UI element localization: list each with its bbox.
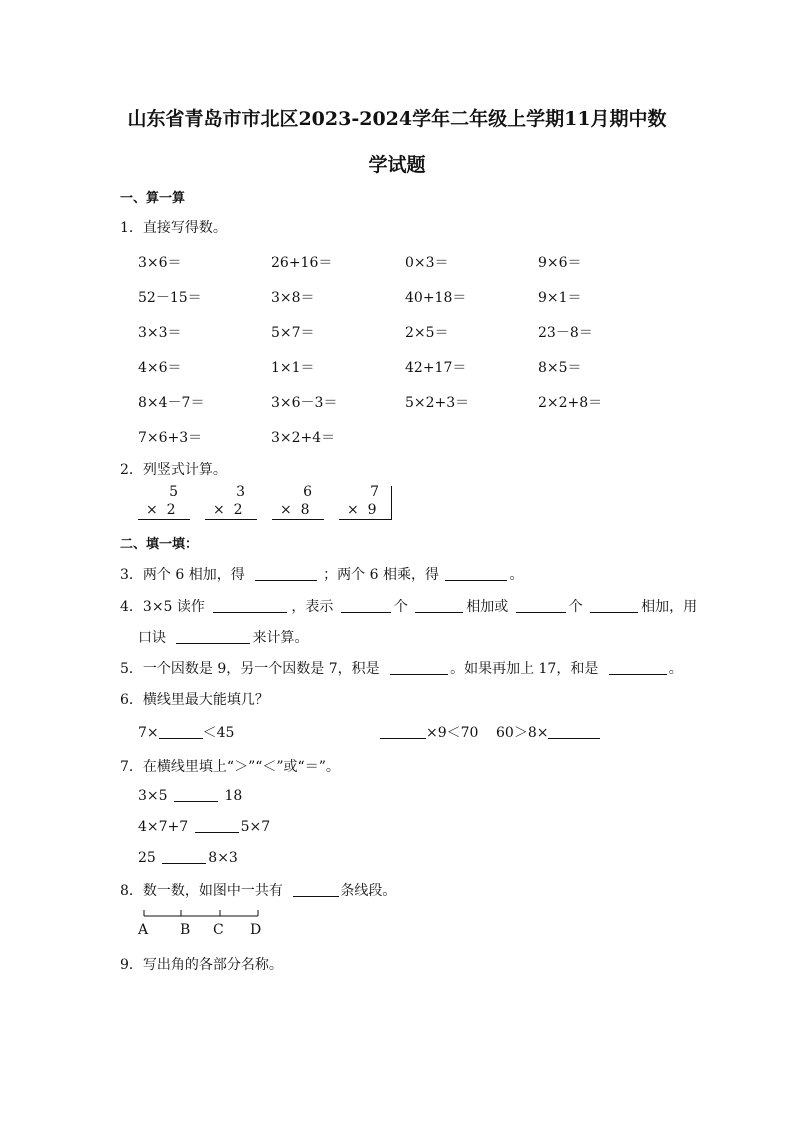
- question-3-text-b: ；两个 6 相乘，得: [323, 567, 439, 583]
- page-title-line1: 山东省青岛市市北区2023-2024学年二年级上学期11月期中数: [127, 108, 667, 130]
- question-4-text-d: 相加或: [466, 599, 509, 615]
- calc-item: 3×3＝: [138, 325, 182, 341]
- answer-blank[interactable]: [255, 566, 317, 581]
- calc-item: 7×6+3＝: [138, 430, 203, 446]
- question-5: [120, 658, 683, 678]
- expr-text: ＜45: [202, 725, 235, 741]
- question-4-line1: [120, 596, 697, 616]
- compare-right: 8×3: [208, 850, 238, 866]
- result-line: [339, 519, 391, 520]
- point-label-a: A: [138, 922, 149, 938]
- calc-item: 3×6＝: [138, 255, 182, 271]
- multiplicand: 3: [236, 484, 245, 500]
- answer-blank[interactable]: [293, 882, 339, 897]
- point-label-c: C: [213, 922, 224, 938]
- calc-item: 2×5＝: [405, 325, 449, 341]
- vertical-multiplication: [272, 484, 324, 524]
- question-8-text-b: 条线段。: [340, 883, 397, 899]
- calc-item: 0×3＝: [405, 255, 449, 271]
- answer-blank[interactable]: [590, 598, 638, 613]
- multiplier-row: × 8: [280, 502, 310, 518]
- calc-item: 23－8＝: [538, 325, 593, 341]
- question-5-text-c: 。: [668, 661, 683, 677]
- page-title-line2: 学试题: [368, 154, 426, 176]
- vertical-multiplication: [339, 484, 391, 524]
- section-heading-fill: 二、填一填：: [120, 537, 199, 552]
- multiplicand: 7: [370, 484, 379, 500]
- answer-blank[interactable]: [176, 629, 250, 644]
- calc-item: 9×1＝: [538, 290, 582, 306]
- answer-blank[interactable]: [341, 598, 391, 613]
- question-8: [120, 880, 396, 900]
- calc-item: 8×5＝: [538, 360, 582, 376]
- question-4-text-a: 4．3×5 读作: [120, 599, 205, 615]
- calc-item: 42+17＝: [405, 360, 467, 376]
- answer-blank[interactable]: [390, 660, 448, 675]
- question-7-compare-1: [138, 787, 242, 804]
- answer-blank[interactable]: [415, 598, 463, 613]
- question-7-compare-2: [138, 818, 270, 835]
- question-4-text-b: ，表示: [291, 599, 334, 615]
- result-line: [138, 519, 190, 520]
- answer-blank[interactable]: [162, 849, 206, 864]
- compare-left: 3×5: [138, 788, 168, 804]
- question-4-text-h: 来计算。: [252, 630, 309, 646]
- calc-item: 3×8＝: [271, 290, 315, 306]
- expr-text: 7×: [138, 725, 159, 741]
- answer-blank[interactable]: [548, 724, 600, 739]
- question-2-prompt: 2．列竖式计算。: [120, 462, 227, 478]
- calc-item: 3×6－3＝: [271, 395, 338, 411]
- calc-item: 26+16＝: [271, 255, 333, 271]
- vertical-multiplication: [138, 484, 190, 524]
- vertical-multiplication: [205, 484, 257, 524]
- question-7-compare-3: [138, 849, 238, 866]
- question-3-text-c: 。: [509, 567, 524, 583]
- multiplier-row: × 2: [213, 502, 243, 518]
- multiplier-row: × 9: [347, 502, 377, 518]
- result-line: [272, 519, 324, 520]
- divider: [391, 486, 392, 520]
- compare-right: 18: [224, 788, 243, 804]
- calc-item: 3×2+4＝: [271, 430, 336, 446]
- question-1-prompt: 1．直接写得数。: [120, 220, 227, 236]
- answer-blank[interactable]: [213, 598, 287, 613]
- section-heading-calc: 一、算一算: [120, 191, 186, 206]
- question-6-expr-1: [138, 722, 234, 742]
- calc-item: 40+18＝: [405, 290, 467, 306]
- answer-blank[interactable]: [445, 566, 507, 581]
- compare-left: 4×7+7: [138, 819, 189, 835]
- question-4-text-c: 个: [393, 599, 408, 615]
- question-8-text-a: 8．数一数，如图中一共有: [120, 883, 283, 899]
- point-label-d: D: [250, 922, 262, 938]
- question-7-prompt: 7．在横线里填上“＞”“＜”或“＝”。: [120, 759, 340, 775]
- question-9-prompt: 9．写出角的各部分名称。: [120, 957, 283, 973]
- calc-item: 4×6＝: [138, 360, 182, 376]
- answer-blank[interactable]: [516, 598, 566, 613]
- answer-blank[interactable]: [174, 787, 218, 802]
- calc-item: 2×2+8＝: [538, 395, 603, 411]
- question-5-text-b: 。如果再加上 17，和是: [450, 661, 599, 677]
- compare-left: 25: [138, 850, 156, 866]
- calc-item: 9×6＝: [538, 255, 582, 271]
- question-6-expr-3: [496, 722, 600, 742]
- multiplicand: 5: [169, 484, 178, 500]
- question-6-prompt: 6．横线里最大能填几？: [120, 692, 269, 708]
- expr-text: ×9＜70: [426, 725, 479, 741]
- calc-item: 8×4－7＝: [138, 395, 205, 411]
- line-segment-diagram: [138, 906, 268, 920]
- question-4-text-f: 相加，用: [641, 599, 698, 615]
- multiplicand: 6: [303, 484, 312, 500]
- result-line: [205, 519, 257, 520]
- question-6-expr-2: [380, 722, 478, 742]
- calc-item: 52－15＝: [138, 290, 202, 306]
- question-3-text-a: 3．两个 6 相加，得: [120, 567, 245, 583]
- answer-blank[interactable]: [380, 724, 426, 739]
- expr-text: 60＞8×: [496, 725, 549, 741]
- calc-item: 1×1＝: [271, 360, 315, 376]
- multiplier-row: × 2: [146, 502, 176, 518]
- question-4-line2: [138, 627, 308, 647]
- question-4-text-g: 口诀: [138, 630, 166, 646]
- point-label-b: B: [180, 922, 191, 938]
- question-3: [120, 564, 523, 584]
- question-4-text-e: 个: [568, 599, 583, 615]
- calc-item: 5×2+3＝: [405, 395, 470, 411]
- answer-blank[interactable]: [159, 724, 203, 739]
- answer-blank[interactable]: [609, 660, 667, 675]
- calc-item: 5×7＝: [271, 325, 315, 341]
- answer-blank[interactable]: [195, 818, 239, 833]
- question-5-text-a: 5．一个因数是 9，另一个因数是 7，积是: [120, 661, 380, 677]
- compare-right: 5×7: [240, 819, 271, 835]
